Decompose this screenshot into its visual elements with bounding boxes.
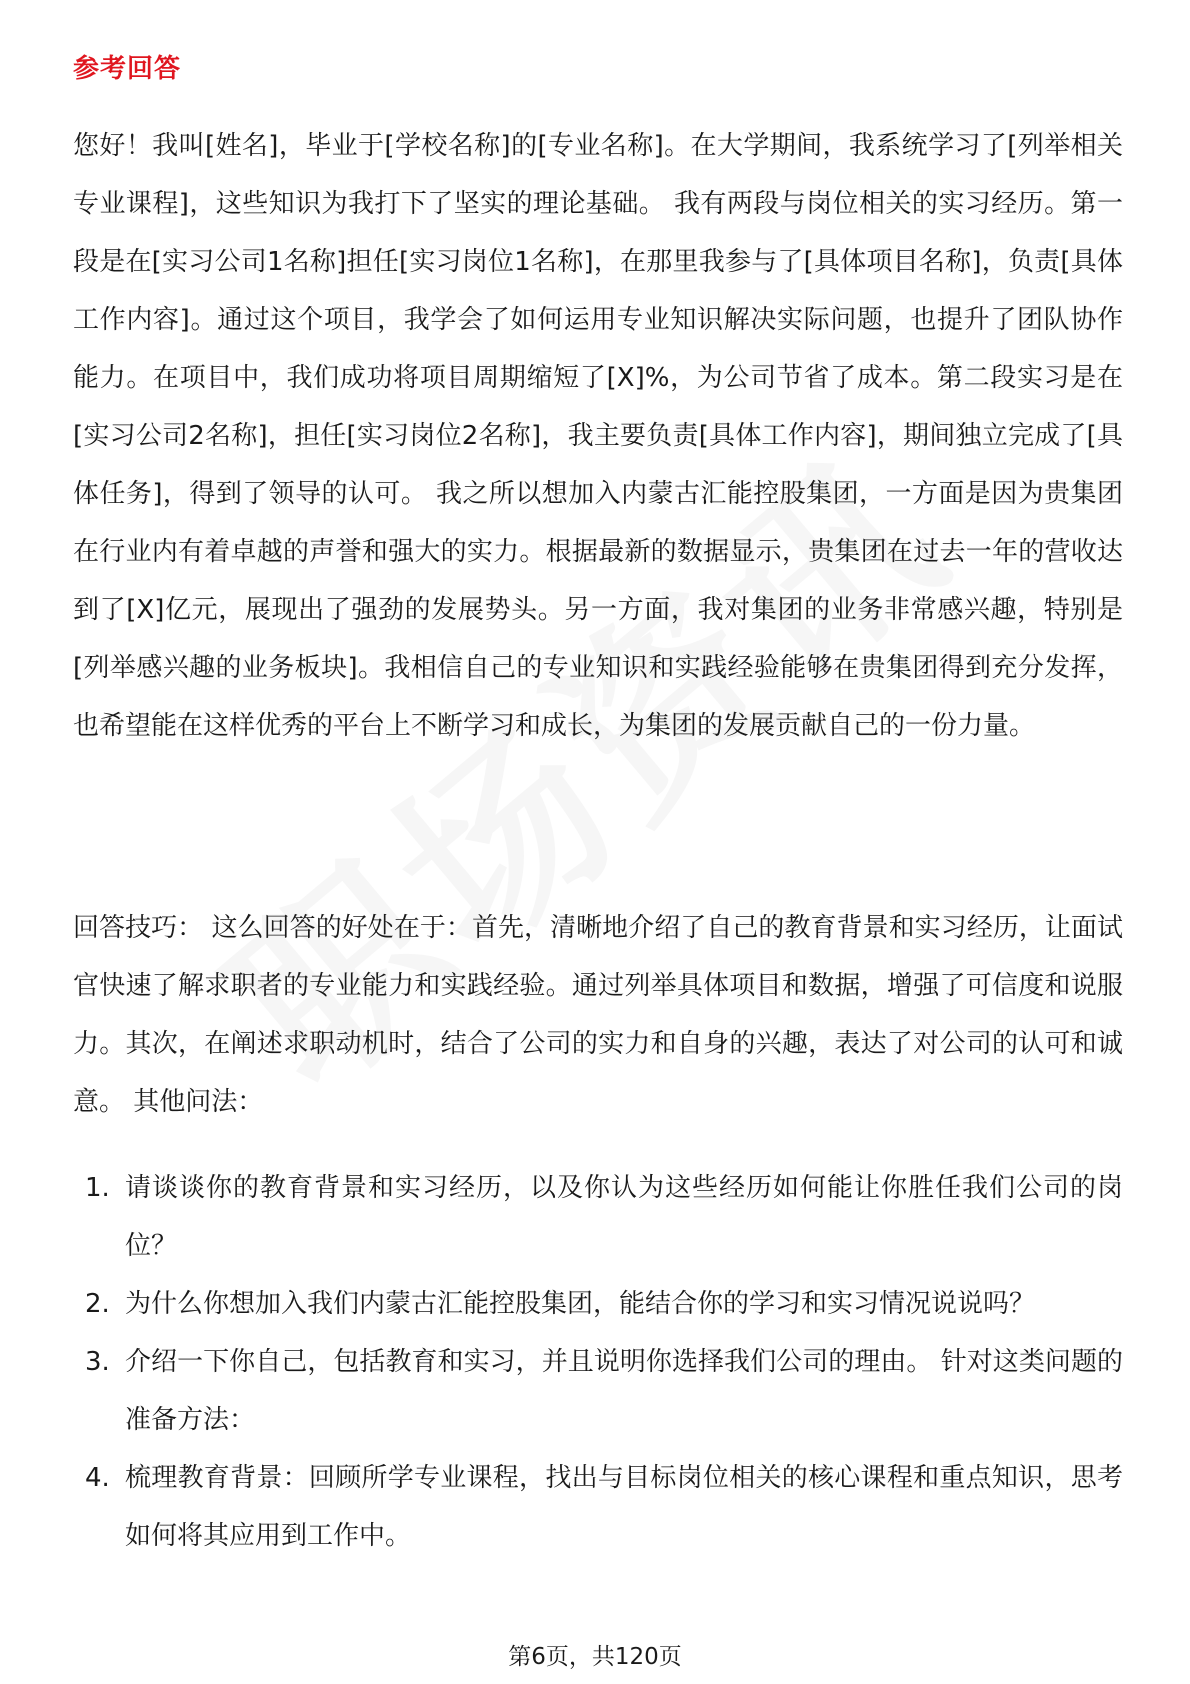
list-item-number: 4. [85, 1463, 110, 1493]
list-item [73, 1275, 1123, 1333]
list-item-text: 梳理教育背景：回顾所学专业课程，找出与目标岗位相关的核心课程和重点知识，思考如何将其应用到工作中。 [125, 1463, 1123, 1551]
list-item-number: 2. [85, 1289, 110, 1319]
list-item-text: 介绍一下你自己，包括教育和实习，并且说明你选择我们公司的理由。 针对这类问题的准备方法： [125, 1347, 1123, 1435]
list-item-text: 请谈谈你的教育背景和实习经历，以及你认为这些经历如何能让你胜任我们公司的岗位？ [125, 1173, 1123, 1261]
list-item [73, 1333, 1123, 1449]
list-item [73, 1449, 1123, 1565]
section-title: 参考回答 [73, 54, 182, 84]
page-footer: 第6页，共120页 [508, 1644, 682, 1670]
answer-paragraph: 您好！我叫[姓名]，毕业于[学校名称]的[专业名称]。在大学期间，我系统学习了[列举相关专业课程]，这些知识为我打下了坚实的理论基础。 我有两段与岗位相关的实习经历。第一段是在[实习公司1名称]担任[实习岗位1名称]，在那里我参与了[具体项目名称]，负责[具体工作内容]。通过这个项目，我学会了如何运用专业知识解决实际问题，也提升了团队协作能力。在项目中，我们成功将项目周期缩短了[X]%，为公司节省了成本。第二段实习是在[实习公司2名称]，担任[实习岗位2名称]，我主要负责[具体工作内容]，期间独立完成了[具体任务]，得到了领导的认可。 我之所以想加入内蒙古汇能控股集团，一方面是因为贵集团在行业内有着卓越的声誉和强大的实力。根据最新的数据显示，贵集团在过去一年的营收达到了[X]亿元，展现出了强劲的发展势头。另一方面，我对集团的业务非常感兴趣，特别是[列举感兴趣的业务板块]。我相信自己的专业知识和实践经验能够在贵集团得到充分发挥，也希望能在这样优秀的平台上不断学习和成长，为集团的发展贡献自己的一份力量。 [73, 131, 1123, 741]
tips-paragraph: 回答技巧： 这么回答的好处在于：首先，清晰地介绍了自己的教育背景和实习经历，让面试官快速了解求职者的专业能力和实践经验。通过列举具体项目和数据，增强了可信度和说服力。其次，在阐述求职动机时，结合了公司的实力和自身的兴趣，表达了对公司的认可和诚意。 其他问法： [73, 913, 1123, 1117]
list-item-text: 为什么你想加入我们内蒙古汇能控股集团，能结合你的学习和实习情况说说吗？ [125, 1289, 1036, 1319]
alternative-questions-list [73, 1159, 1123, 1565]
list-item-number: 3. [85, 1347, 110, 1377]
list-item [73, 1159, 1123, 1275]
list-item-number: 1. [85, 1173, 110, 1203]
